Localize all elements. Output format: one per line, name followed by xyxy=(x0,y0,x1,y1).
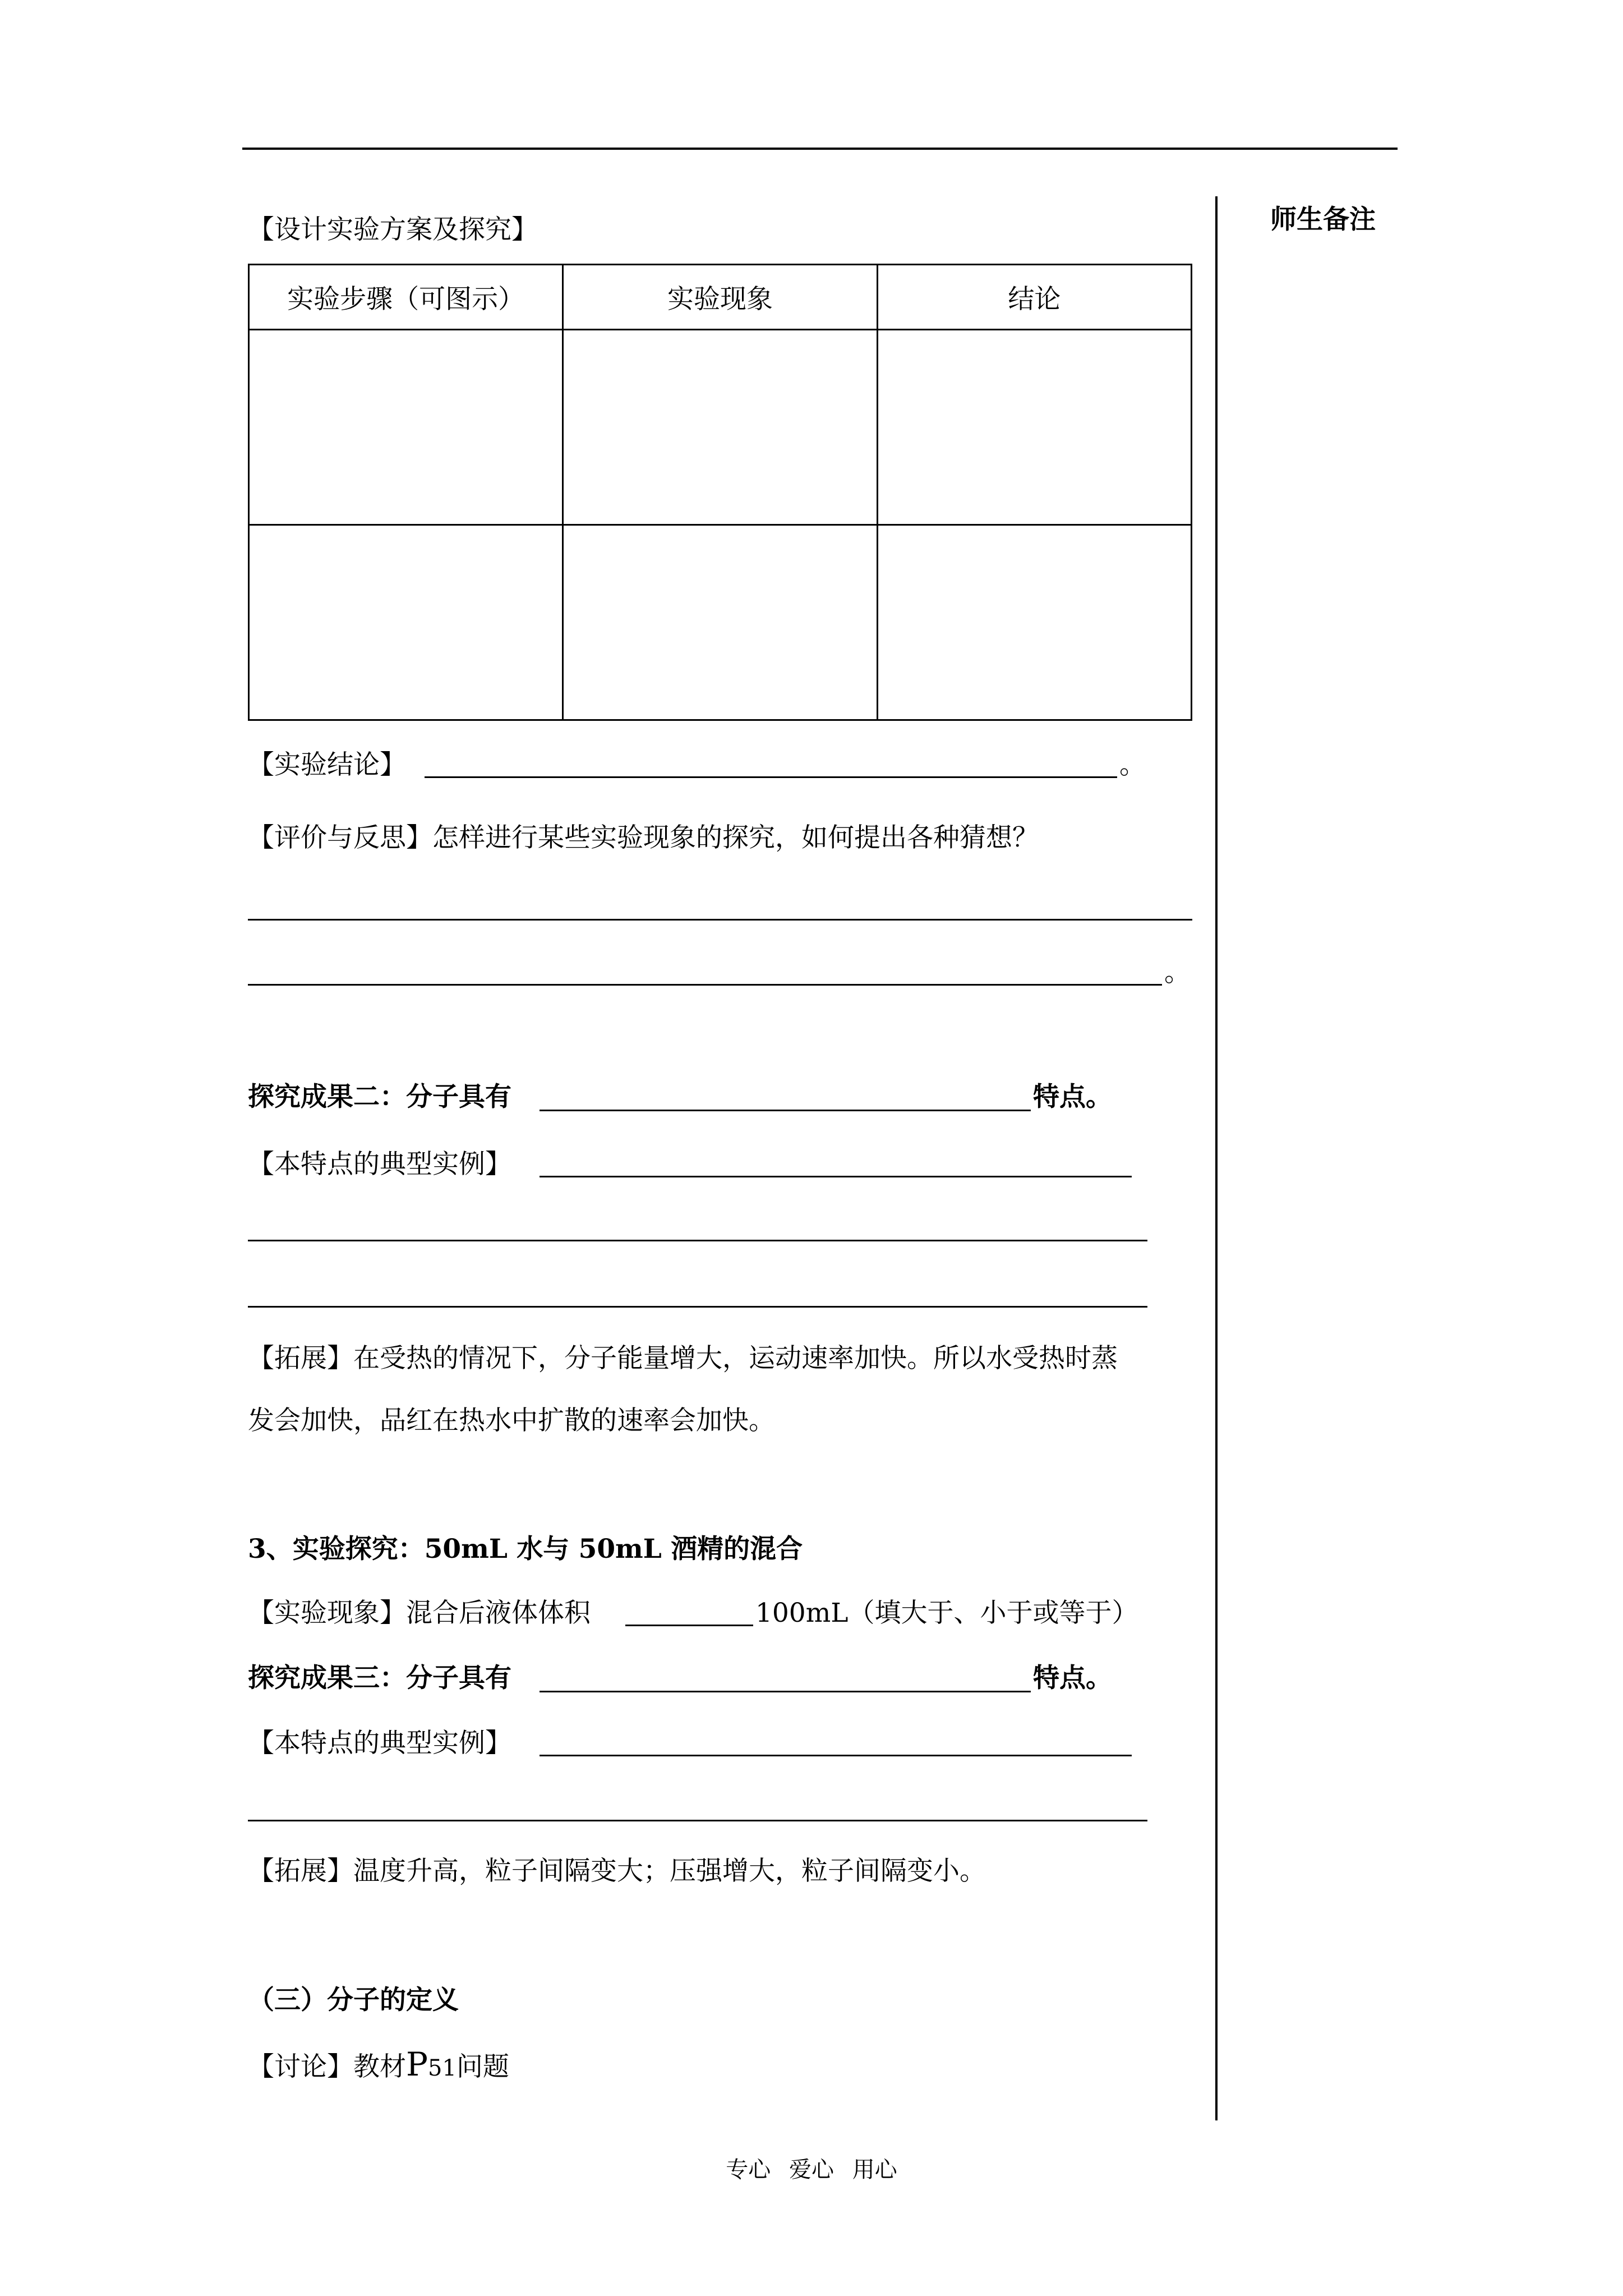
reflection-blank-2[interactable] xyxy=(248,984,1162,986)
result3-prefix: 探究成果三：分子具有 xyxy=(248,1663,511,1694)
conclusion-blank[interactable] xyxy=(425,776,1117,778)
example-blank-2a[interactable] xyxy=(540,1755,1132,1756)
example-blank-1c[interactable] xyxy=(248,1306,1147,1308)
table-row xyxy=(249,525,1192,720)
discussion-p: P xyxy=(406,2045,428,2083)
extension2: 【拓展】温度升高，粒子间隔变大；压强增大，粒子间隔变小。 xyxy=(248,1856,986,1887)
table-cell[interactable] xyxy=(877,330,1191,525)
example-label-1: 【本特点的典型实例】 xyxy=(248,1149,511,1180)
example-label-2: 【本特点的典型实例】 xyxy=(248,1728,511,1759)
experiment3-title: 3、实验探究：50mL 水与 50mL 酒精的混合 xyxy=(248,1534,803,1565)
result3-blank[interactable] xyxy=(540,1691,1031,1692)
result2-blank[interactable] xyxy=(540,1110,1031,1111)
section3-title: （三）分子的定义 xyxy=(248,1985,459,2016)
reflection-question: 【评价与反思】怎样进行某些实验现象的探究，如何提出各种猜想？ xyxy=(248,822,1039,853)
experiment-table xyxy=(248,264,1192,721)
table-row xyxy=(249,330,1192,525)
discussion-suffix: 问题 xyxy=(456,2051,509,2082)
footer-word: 爱心 xyxy=(789,2157,834,2183)
margin-divider xyxy=(1215,196,1218,2120)
footer-word: 专心 xyxy=(726,2157,771,2183)
side-note-heading: 师生备注 xyxy=(1270,204,1376,235)
table-cell[interactable] xyxy=(249,330,563,525)
table-header-steps: 实验步骤（可图示） xyxy=(249,265,563,330)
conclusion-label: 【实验结论】 xyxy=(248,749,406,780)
example-blank-1a[interactable] xyxy=(540,1176,1132,1177)
header-rule xyxy=(242,148,1398,150)
reflection-blank-1[interactable] xyxy=(248,919,1192,921)
table-cell[interactable] xyxy=(563,330,877,525)
result3-suffix: 特点。 xyxy=(1033,1663,1112,1694)
phenomenon-suffix: 100mL（填大于、小于或等于） xyxy=(755,1598,1138,1628)
result2-prefix: 探究成果二：分子具有 xyxy=(248,1082,511,1112)
table-cell[interactable] xyxy=(249,525,563,720)
table-header-phenomenon: 实验现象 xyxy=(563,265,877,330)
table-cell[interactable] xyxy=(877,525,1191,720)
conclusion-period: 。 xyxy=(1119,749,1146,780)
extension1-line2: 发会加快，品红在热水中扩散的速率会加快。 xyxy=(248,1405,775,1436)
discussion-prefix: 【讨论】教材 xyxy=(248,2051,406,2082)
page-footer xyxy=(0,2152,1623,2184)
result2-suffix: 特点。 xyxy=(1033,1082,1112,1112)
phenomenon-prefix: 【实验现象】混合后液体体积 xyxy=(248,1598,591,1628)
example-blank-2b[interactable] xyxy=(248,1820,1147,1821)
design-heading: 【设计实验方案及探究】 xyxy=(248,214,538,245)
reflection-period: 。 xyxy=(1164,957,1191,988)
footer-word: 用心 xyxy=(852,2157,897,2183)
table-cell[interactable] xyxy=(563,525,877,720)
phenomenon-blank[interactable] xyxy=(625,1625,753,1626)
discussion-page-number: 51 xyxy=(428,2055,457,2081)
extension1-line1: 【拓展】在受热的情况下，分子能量增大，运动速率加快。所以水受热时蒸 xyxy=(248,1343,1118,1374)
discussion-line xyxy=(248,2047,509,2085)
example-blank-1b[interactable] xyxy=(248,1240,1147,1241)
table-header-conclusion: 结论 xyxy=(877,265,1191,330)
